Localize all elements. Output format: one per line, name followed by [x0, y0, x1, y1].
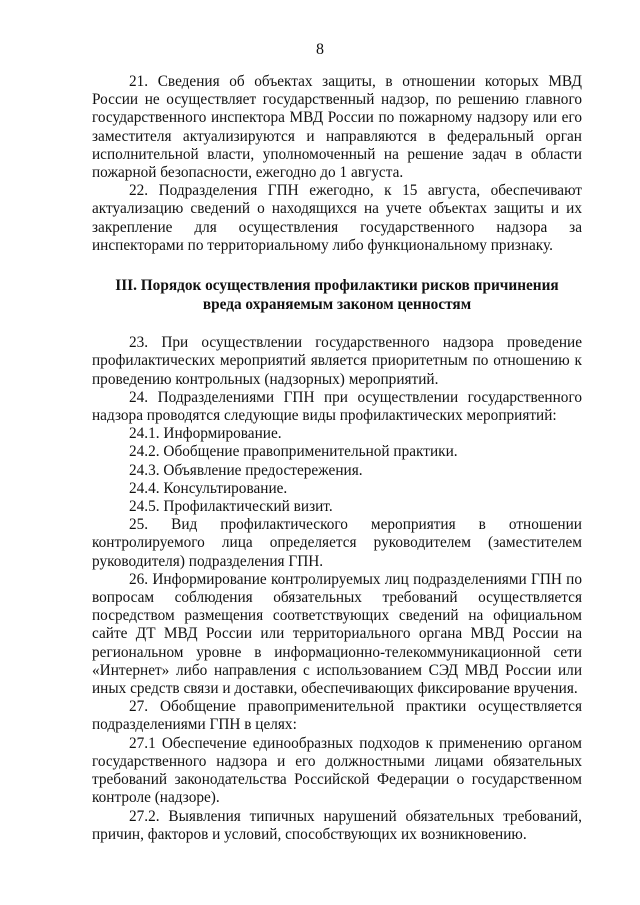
list-item-24-1: 24.1. Информирование. [129, 425, 282, 443]
section-heading-line-2: вреда охраняемым законом ценностям [202, 295, 472, 313]
list-item-24-2: 24.2. Обобщение правоприменительной практики. [129, 443, 458, 461]
paragraph-21: 21. Сведения об объектах защиты, в отношении которых МВД России не осуществляет государственный надзор, по решению главного государственного инспектора МВД России по пожарному надзору или его заместителя актуализируются и направляются в федеральный орган исполнительной власти, уполномоченный на решение задач в области пожарной безопасности, ежегодно до 1 августа. [92, 73, 582, 182]
page-number: 8 [316, 41, 324, 58]
list-item-24-5: 24.5. Профилактический визит. [129, 498, 333, 516]
section-heading-line-1: III. Порядок осуществления профилактики рисков причинения [115, 277, 559, 295]
paragraph-24: 24. Подразделениями ГПН при осуществлении государственного надзора проводятся следующие виды профилактических мероприятий: [92, 388, 582, 425]
list-item-24-4: 24.4. Консультирование. [129, 479, 288, 497]
document-body [92, 73, 582, 844]
section-heading-iii [92, 277, 582, 314]
paragraph-27-2: 27.2. Выявления типичных нарушений обязательных требований, причин, факторов и условий, способствующих их возникновению. [92, 807, 582, 843]
paragraph-23: 23. При осуществлении государственного надзора проведение профилактических мероприятий является приоритетным по отношению к проведению контрольных (надзорных) мероприятий. [92, 334, 582, 388]
paragraph-25: 25. Вид профилактического мероприятия в отношении контролируемого лица определяется руководителем (заместителем руководителя) подразделения ГПН. [92, 516, 582, 570]
paragraph-27-1: 27.1 Обеспечение единообразных подходов к применению органом государственного надзора и его должностными лицами обязательных требований законодательства Российской Федерации о государственном контроле (надзоре). [92, 734, 582, 807]
list-item-24-3: 24.3. Объявление предостережения. [129, 461, 363, 479]
paragraph-27: 27. Обобщение правоприменительной практики осуществляется подразделениями ГПН в целях: [92, 698, 582, 734]
paragraph-26: 26. Информирование контролируемых лиц подразделениями ГПН по вопросам соблюдения обязательных требований осуществляется посредством размещения соответствующих сведений на официальном сайте ДТ МВД России или территориального органа МВД России на региональном уровне в информационно-телекоммуникационной сети «Интернет» либо направления с использованием СЭД МВД России или иных средств связи и доставки, обеспечивающих фиксирование вручения. [92, 570, 582, 698]
paragraph-22: 22. Подразделения ГПН ежегодно, к 15 августа, обеспечивают актуализацию сведений о находящихся на учете объектах защиты и их закрепление для осуществления государственного надзора за инспекторами по территориальному либо функциональному признаку. [92, 182, 582, 254]
